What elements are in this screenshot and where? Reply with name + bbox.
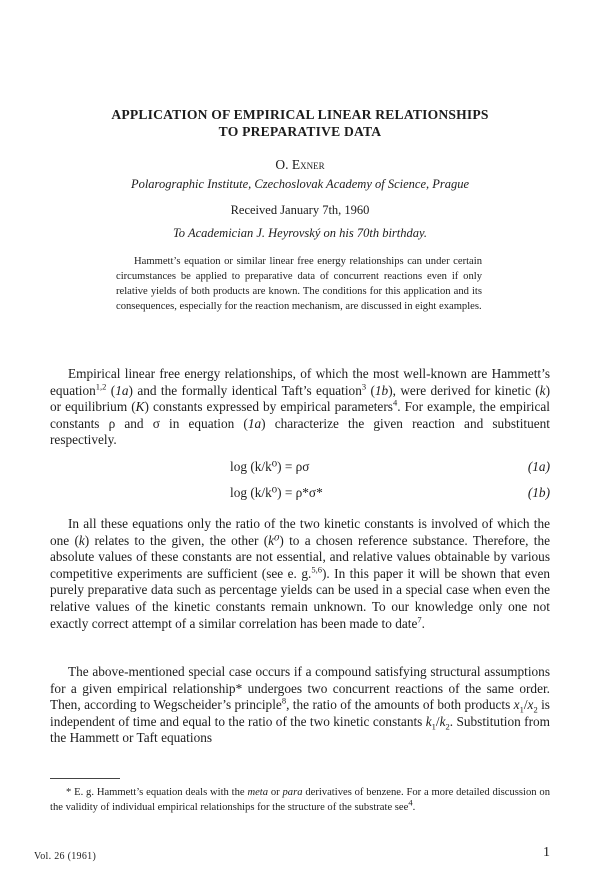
citation: 1,2 bbox=[95, 381, 107, 392]
citation: 5,6 bbox=[311, 564, 322, 575]
equation-1a bbox=[50, 459, 550, 477]
text-run: or bbox=[268, 787, 283, 798]
text-run: ) relates to the given, the other ( bbox=[84, 532, 269, 548]
text-run: ) to a chosen reference substance. Therefore, the absolute values of these constants are not essential, and relative values obtainable by various competitive experiments are sufficient (see e. g. bbox=[50, 532, 551, 581]
author-surname: Exner bbox=[291, 157, 325, 172]
page-number: 1 bbox=[543, 845, 550, 860]
footnote bbox=[50, 786, 550, 815]
subscript: 1 bbox=[431, 721, 436, 732]
author-initial: O. bbox=[275, 157, 289, 172]
text-run: ( bbox=[106, 382, 116, 398]
text-run: is independent of time and equal to the ratio of the two kinetic constants bbox=[50, 697, 550, 729]
text-run: ) or equilibrium ( bbox=[50, 382, 550, 415]
subscript: 2 bbox=[533, 704, 538, 715]
equation-ref: 1b bbox=[374, 382, 389, 398]
text-run: meta bbox=[247, 787, 269, 798]
text-run: . bbox=[412, 801, 416, 813]
symbol: K bbox=[135, 399, 145, 415]
paragraph-1 bbox=[50, 366, 550, 449]
symbol: k bbox=[539, 382, 546, 398]
text-run: , the ratio of the amounts of both products bbox=[286, 697, 514, 713]
subscript: 2 bbox=[445, 721, 450, 732]
equation-1b bbox=[50, 485, 550, 503]
symbol: k bbox=[439, 713, 446, 729]
text-run: ) characterize the given reaction and substituent respectively. bbox=[50, 415, 550, 448]
text-run: / bbox=[435, 713, 440, 729]
received-date: Received January 7th, 1960 bbox=[230, 203, 370, 217]
text-run: ), were derived for kinetic ( bbox=[388, 382, 540, 398]
citation: 4 bbox=[408, 796, 413, 807]
text-run: / bbox=[523, 697, 528, 713]
text-run: para bbox=[282, 787, 303, 798]
symbol: k bbox=[78, 532, 85, 548]
paragraph-3 bbox=[50, 664, 550, 747]
symbol: k bbox=[425, 713, 432, 729]
subscript: 1 bbox=[519, 704, 524, 715]
text-run: The above-mentioned special case occurs if a compound satisfying structural assumptions for a given empirical relationship* undergoes two concurrent reactions of the same order. Then, according to Wegscheider’s principle bbox=[50, 664, 550, 713]
text-run: Empirical linear free energy relationships, of which the most well-known are Hammett’s equation bbox=[50, 366, 550, 398]
symbol: x bbox=[513, 697, 520, 713]
symbol: x bbox=[527, 697, 534, 713]
abstract: Hammett’s equation or similar linear free energy relationships can under certain circumstances be applied to preparative data of concurrent reactions even if only relative yields of both products are known. The conditions for this application and its consequences, especially for the reaction mechanism, are discussed in eight examples. bbox=[116, 256, 482, 312]
text-run: . bbox=[421, 615, 425, 631]
affiliation: Polarographic Institute, Czechoslovak Academy of Science, Prague bbox=[130, 177, 470, 191]
citation: 3 bbox=[361, 381, 367, 392]
symbol: k⁰ bbox=[268, 532, 280, 548]
equation-number: (1b) bbox=[527, 485, 550, 500]
citation: 4 bbox=[392, 397, 398, 408]
title-line-2: TO PREPARATIVE DATA bbox=[218, 124, 382, 139]
text-run: ). In this paper it will be shown that even purely preparative data such as percentage yields can be used in a special case when even the relative values of the kinetic constants remain unknown. To our knowledge only one not exactly correct attempt of a similar correlation has been made to date bbox=[50, 565, 551, 631]
text-run: ) and the formally identical Taft’s equation bbox=[128, 382, 362, 398]
equation-number: (1a) bbox=[527, 459, 550, 474]
text-run: derivatives of benzene. For a more detailed discussion on the validity of individual empirical relationships for the structure of the substrate see bbox=[50, 787, 550, 813]
citation: 8 bbox=[281, 695, 287, 706]
volume-info: Vol. 26 (1961) bbox=[34, 851, 97, 862]
text-run: ( bbox=[366, 382, 375, 398]
citation: 7 bbox=[417, 614, 422, 625]
footnote-divider bbox=[50, 778, 120, 779]
text-run: * E. g. Hammett’s equation deals with the bbox=[66, 787, 248, 798]
text-run: . For example, the empirical constants ρ and σ in equation ( bbox=[50, 399, 551, 431]
author bbox=[40, 157, 560, 173]
text-run: . Substitution from the Hammett or Taft equations bbox=[50, 713, 550, 746]
equation-ref: 1a bbox=[115, 382, 129, 398]
title-line-1: APPLICATION OF EMPIRICAL LINEAR RELATIONSHIPS bbox=[111, 107, 489, 122]
equation-ref: 1a bbox=[247, 415, 262, 431]
equation-expression: log (k/k⁰) = ρσ bbox=[230, 459, 310, 474]
text-run: In all these equations only the ratio of the two kinetic constants is involved of which the one ( bbox=[50, 516, 550, 548]
text-run: ) constants expressed by empirical parameters bbox=[144, 399, 393, 415]
dedication: To Academician J. Heyrovský on his 70th birthday. bbox=[172, 226, 428, 240]
equation-expression: log (k/k⁰) = ρ*σ* bbox=[230, 485, 323, 500]
paragraph-2 bbox=[50, 516, 550, 632]
